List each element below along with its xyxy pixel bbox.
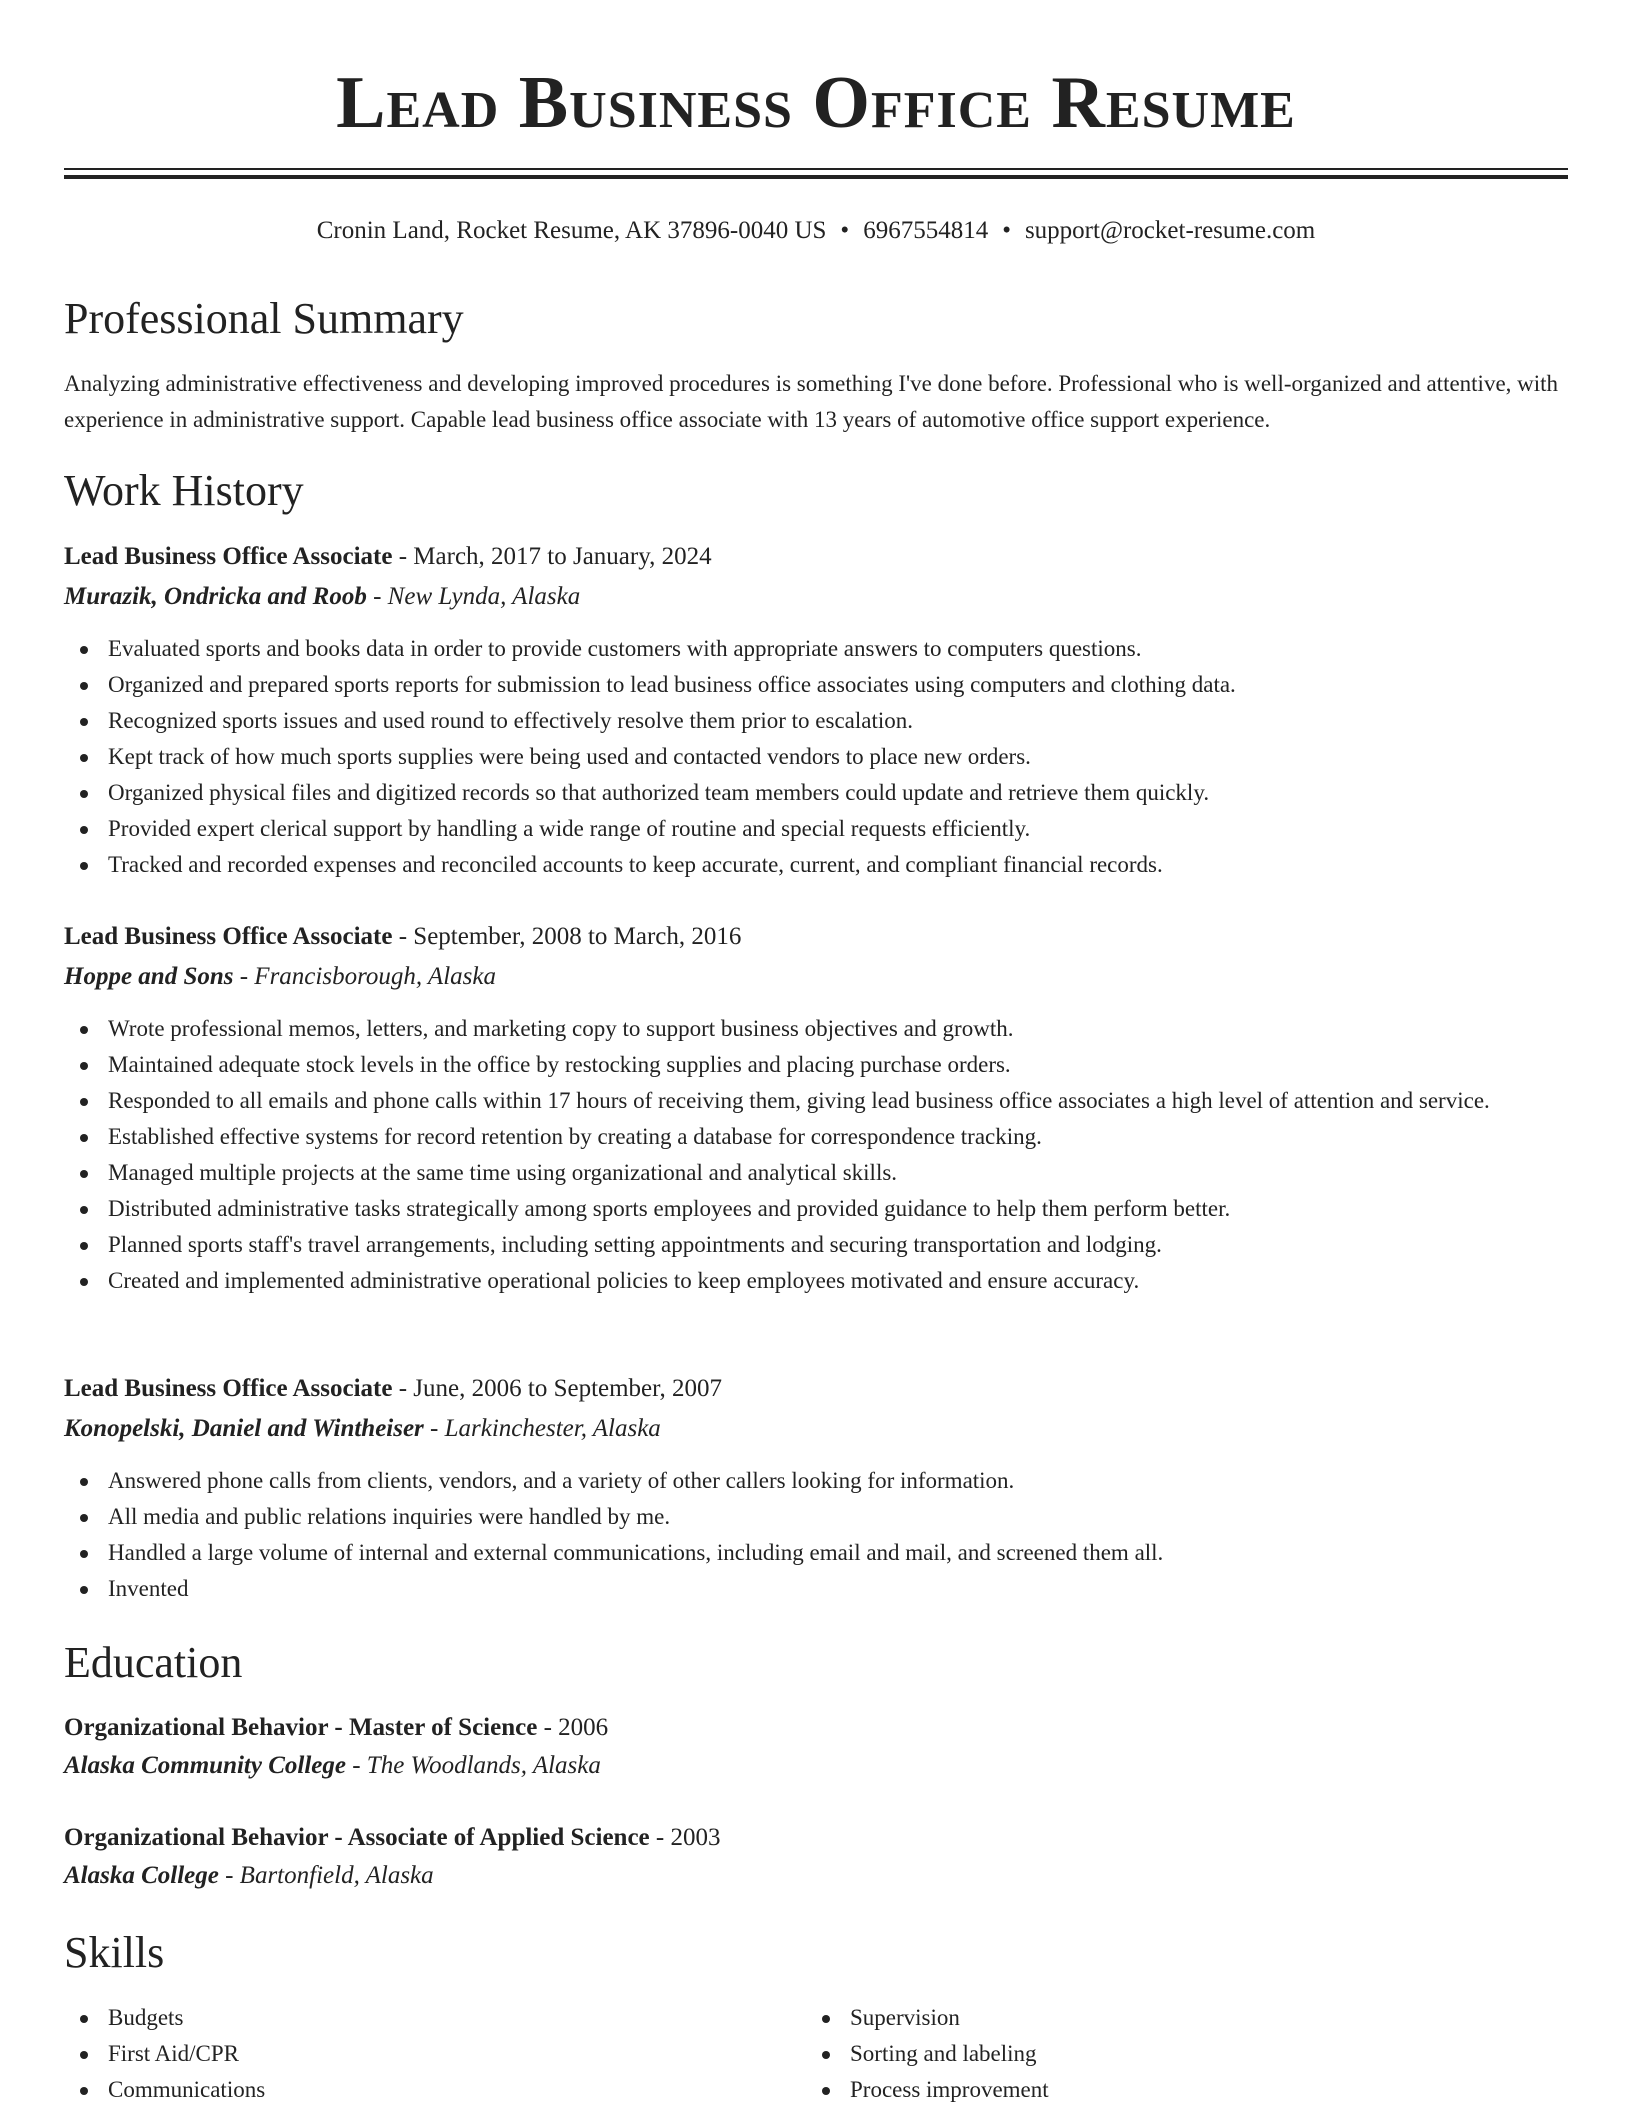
education-school-line xyxy=(64,1858,434,1894)
skill-item: First Aid/CPR xyxy=(64,2036,804,2072)
education-degree: Organizational Behavior - Associate of Applied Science xyxy=(64,1824,650,1851)
list-item: Distributed administrative tasks strategically among sports employees and provided guidance to help them perform better. xyxy=(64,1191,1568,1227)
education-location: - Bartonfield, Alaska xyxy=(218,1862,434,1889)
job-company: Konopelski, Daniel and Wintheiser xyxy=(64,1415,424,1442)
job-dates: - June, 2006 to September, 2007 xyxy=(392,1375,722,1402)
list-item: Kept track of how much sports supplies were being used and contacted vendors to place new orders. xyxy=(64,739,1568,775)
title-divider-thick xyxy=(64,175,1568,179)
list-item: Recognized sports issues and used round to effectively resolve them prior to escalation. xyxy=(64,703,1568,739)
job-company-line xyxy=(64,1411,661,1447)
job-header xyxy=(64,539,712,575)
job-company-line xyxy=(64,959,496,995)
education-degree-line xyxy=(64,1710,608,1746)
skill-item: Sorting and labeling xyxy=(806,2036,1546,2072)
list-item: Created and implemented administrative operational policies to keep employees motivated and ensure accuracy. xyxy=(64,1263,1568,1299)
job-company: Murazik, Ondricka and Roob xyxy=(64,583,367,610)
job-location: - New Lynda, Alaska xyxy=(366,583,581,610)
work-history-heading: Work History xyxy=(64,466,304,515)
job-title: Lead Business Office Associate xyxy=(64,1375,393,1402)
job-location: - Larkinchester, Alaska xyxy=(423,1415,661,1442)
summary-heading: Professional Summary xyxy=(64,294,464,343)
skills-list-left xyxy=(64,2000,804,2108)
list-item: Responded to all emails and phone calls within 17 hours of receiving them, giving lead business office associates a high level of attention and service. xyxy=(64,1083,1568,1119)
list-item: Provided expert clerical support by handling a wide range of routine and special requests efficiently. xyxy=(64,811,1568,847)
education-heading: Education xyxy=(64,1638,243,1687)
job-bullets xyxy=(64,1011,1568,1299)
education-school: Alaska College xyxy=(64,1862,219,1889)
list-item: Maintained adequate stock levels in the office by restocking supplies and placing purchase orders. xyxy=(64,1047,1568,1083)
job-company-line xyxy=(64,579,580,615)
education-degree-line xyxy=(64,1820,720,1856)
job-header xyxy=(64,919,741,955)
job-title: Lead Business Office Associate xyxy=(64,543,393,570)
education-school-line xyxy=(64,1748,601,1784)
list-item: Established effective systems for record retention by creating a database for correspondence tracking. xyxy=(64,1119,1568,1155)
job-bullets xyxy=(64,631,1568,883)
list-item: Organized physical files and digitized records so that authorized team members could update and retrieve them quickly. xyxy=(64,775,1568,811)
list-item: Invented xyxy=(64,1571,1568,1607)
summary-text: Analyzing administrative effectiveness and developing improved procedures is something I've done before. Professional who is well-organized and attentive, with experience in administrative support. Capable lead business office associate with 13 years of automotive office support experience. xyxy=(64,371,1559,432)
education-year: - 2006 xyxy=(537,1714,609,1741)
list-item: Organized and prepared sports reports for submission to lead business office associates using computers and clothing data. xyxy=(64,667,1568,703)
list-item: All media and public relations inquiries were handled by me. xyxy=(64,1499,1568,1535)
education-location: - The Woodlands, Alaska xyxy=(345,1752,601,1779)
list-item: Planned sports staff's travel arrangements, including setting appointments and securing transportation and lodging. xyxy=(64,1227,1568,1263)
skill-item: Communications xyxy=(64,2072,804,2108)
contact-separator: • xyxy=(1002,217,1011,244)
title-divider-thin xyxy=(64,168,1568,170)
job-title: Lead Business Office Associate xyxy=(64,923,393,950)
education-year: - 2003 xyxy=(649,1824,721,1851)
skill-item: Budgets xyxy=(64,2000,804,2036)
contact-separator: • xyxy=(840,217,850,244)
list-item: Tracked and recorded expenses and reconciled accounts to keep accurate, current, and compliant financial records. xyxy=(64,847,1568,883)
job-header xyxy=(64,1371,722,1407)
contact-address: Cronin Land, Rocket Resume, AK 37896-0040 US xyxy=(316,217,827,244)
list-item: Evaluated sports and books data in order to provide customers with appropriate answers to computers questions. xyxy=(64,631,1568,667)
job-dates: - September, 2008 to March, 2016 xyxy=(392,923,742,950)
job-company: Hoppe and Sons xyxy=(64,963,234,990)
education-school: Alaska Community College xyxy=(64,1752,346,1779)
contact-email: support@rocket-resume.com xyxy=(1024,217,1316,244)
skills-heading: Skills xyxy=(64,1928,165,1977)
job-bullets xyxy=(64,1463,1568,1607)
list-item: Managed multiple projects at the same time using organizational and analytical skills. xyxy=(64,1155,1568,1191)
skills-list-right xyxy=(806,2000,1546,2108)
education-degree: Organizational Behavior - Master of Science xyxy=(64,1714,538,1741)
job-location: - Francisborough, Alaska xyxy=(233,963,496,990)
contact-line xyxy=(0,214,1632,248)
list-item: Handled a large volume of internal and external communications, including email and mail, and screened them all. xyxy=(64,1535,1568,1571)
list-item: Answered phone calls from clients, vendors, and a variety of other callers looking for information. xyxy=(64,1463,1568,1499)
contact-phone: 6967554814 xyxy=(863,217,989,244)
skill-item: Supervision xyxy=(806,2000,1546,2036)
job-dates: - March, 2017 to January, 2024 xyxy=(392,543,712,570)
skill-item: Process improvement xyxy=(806,2072,1546,2108)
resume-title: Lead Business Office Resume xyxy=(336,62,1296,144)
list-item: Wrote professional memos, letters, and marketing copy to support business objectives and growth. xyxy=(64,1011,1568,1047)
